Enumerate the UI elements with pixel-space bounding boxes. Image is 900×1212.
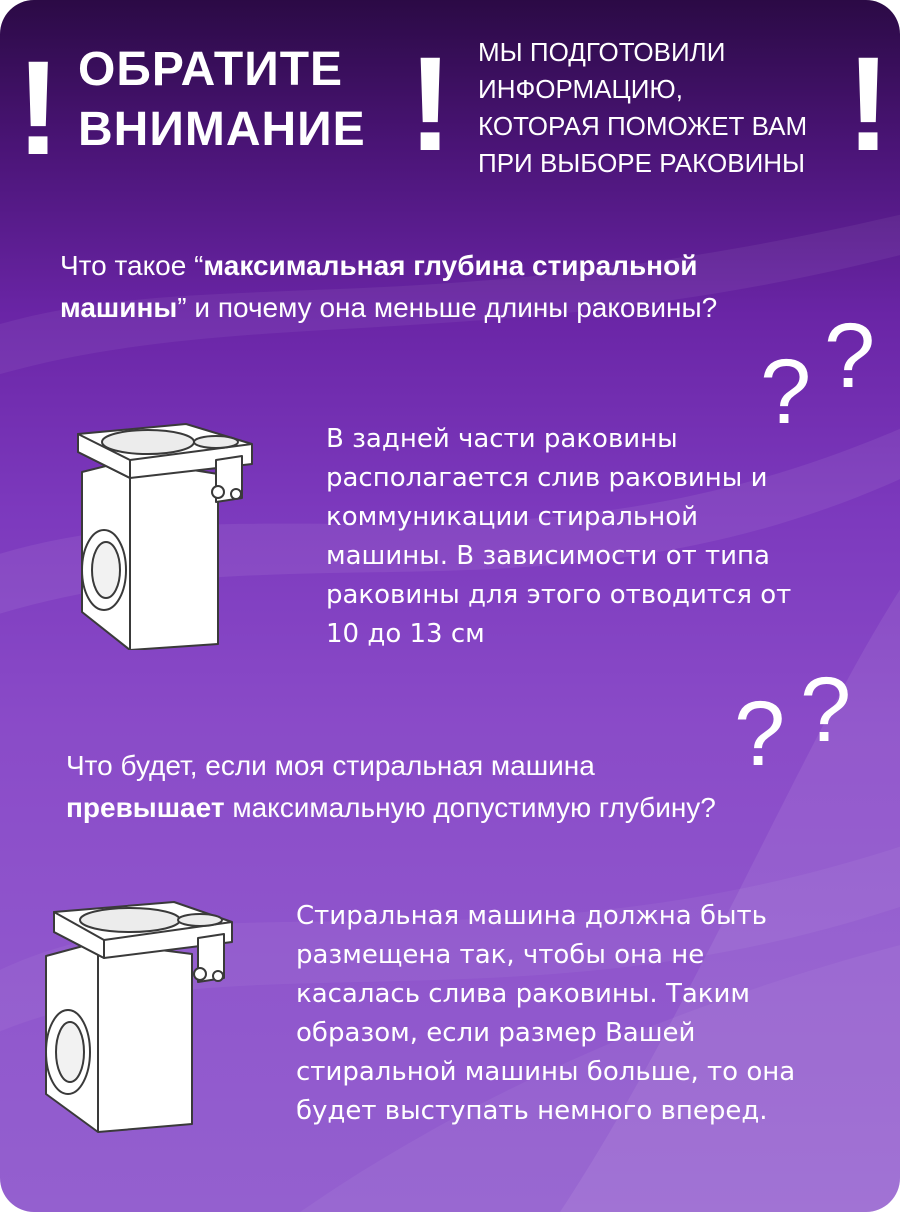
question-mark-icon: ?: [824, 305, 876, 407]
answer-2-line: образом, если размер Вашей: [296, 1018, 696, 1048]
title-line-1: ОБРАТИТЕ: [78, 43, 344, 96]
answer-2-line: стиральной машины больше, то она: [296, 1057, 796, 1087]
exclamation-mark-left: !: [16, 34, 61, 183]
question-1-text: Что такое “: [60, 250, 204, 281]
answer-2-line: касалась слива раковины. Таким: [296, 979, 750, 1009]
answer-1-line: располагается слив раковины и: [326, 463, 768, 493]
answer-1-line: В задней части раковины: [326, 424, 678, 454]
question-2-text: максимальную допустимую глубину?: [224, 792, 716, 823]
question-1-line-1: [60, 245, 860, 287]
question-1-text-2: ” и почему она меньше длины раковины?: [177, 292, 718, 323]
answer-1-line: раковины для этого отводится от: [326, 580, 792, 610]
title-line-2: ВНИМАНИЕ: [78, 103, 366, 156]
question-2-line-2: [66, 787, 866, 829]
header-subtitle: [478, 34, 858, 182]
subtitle-line-2: ИНФОРМАЦИЮ,: [478, 74, 683, 104]
answer-2-line: будет выступать немного вперед.: [296, 1096, 768, 1126]
subtitle-line-4: ПРИ ВЫБОРЕ РАКОВИНЫ: [478, 148, 806, 178]
washing-machine-sink-illustration: [34, 898, 244, 1138]
question-1-bold-2: машины: [60, 292, 178, 323]
answer-1-line: 10 до 13 см: [326, 619, 485, 649]
question-1-bold: максимальная глубина стиральной: [203, 250, 698, 281]
attention-title: [78, 40, 408, 160]
question-mark-icon: ?: [800, 659, 852, 761]
subtitle-line-1: МЫ ПОДГОТОВИЛИ: [478, 37, 726, 67]
washing-machine-sink-illustration: [66, 420, 266, 650]
answer-2-line: размещена так, чтобы она не: [296, 940, 705, 970]
question-1: [60, 245, 860, 329]
question-2: [66, 745, 866, 829]
question-2-bold: превышает: [66, 792, 225, 823]
answer-2: [296, 897, 876, 1131]
question-2-line-1: Что будет, если моя стиральная машина: [66, 750, 595, 781]
answer-1-line: коммуникации стиральной: [326, 502, 699, 532]
answer-1-line: машины. В зависимости от типа: [326, 541, 770, 571]
question-1-line-2: [60, 287, 860, 329]
answer-1: [326, 420, 846, 654]
question-mark-icon: ?: [760, 341, 812, 443]
subtitle-line-3: КОТОРАЯ ПОМОЖЕТ ВАМ: [478, 111, 808, 141]
answer-2-line: Стиральная машина должна быть: [296, 901, 767, 931]
question-mark-icon: ?: [734, 683, 786, 785]
exclamation-mark-right: !: [846, 30, 891, 179]
exclamation-mark-middle: !: [408, 30, 453, 179]
